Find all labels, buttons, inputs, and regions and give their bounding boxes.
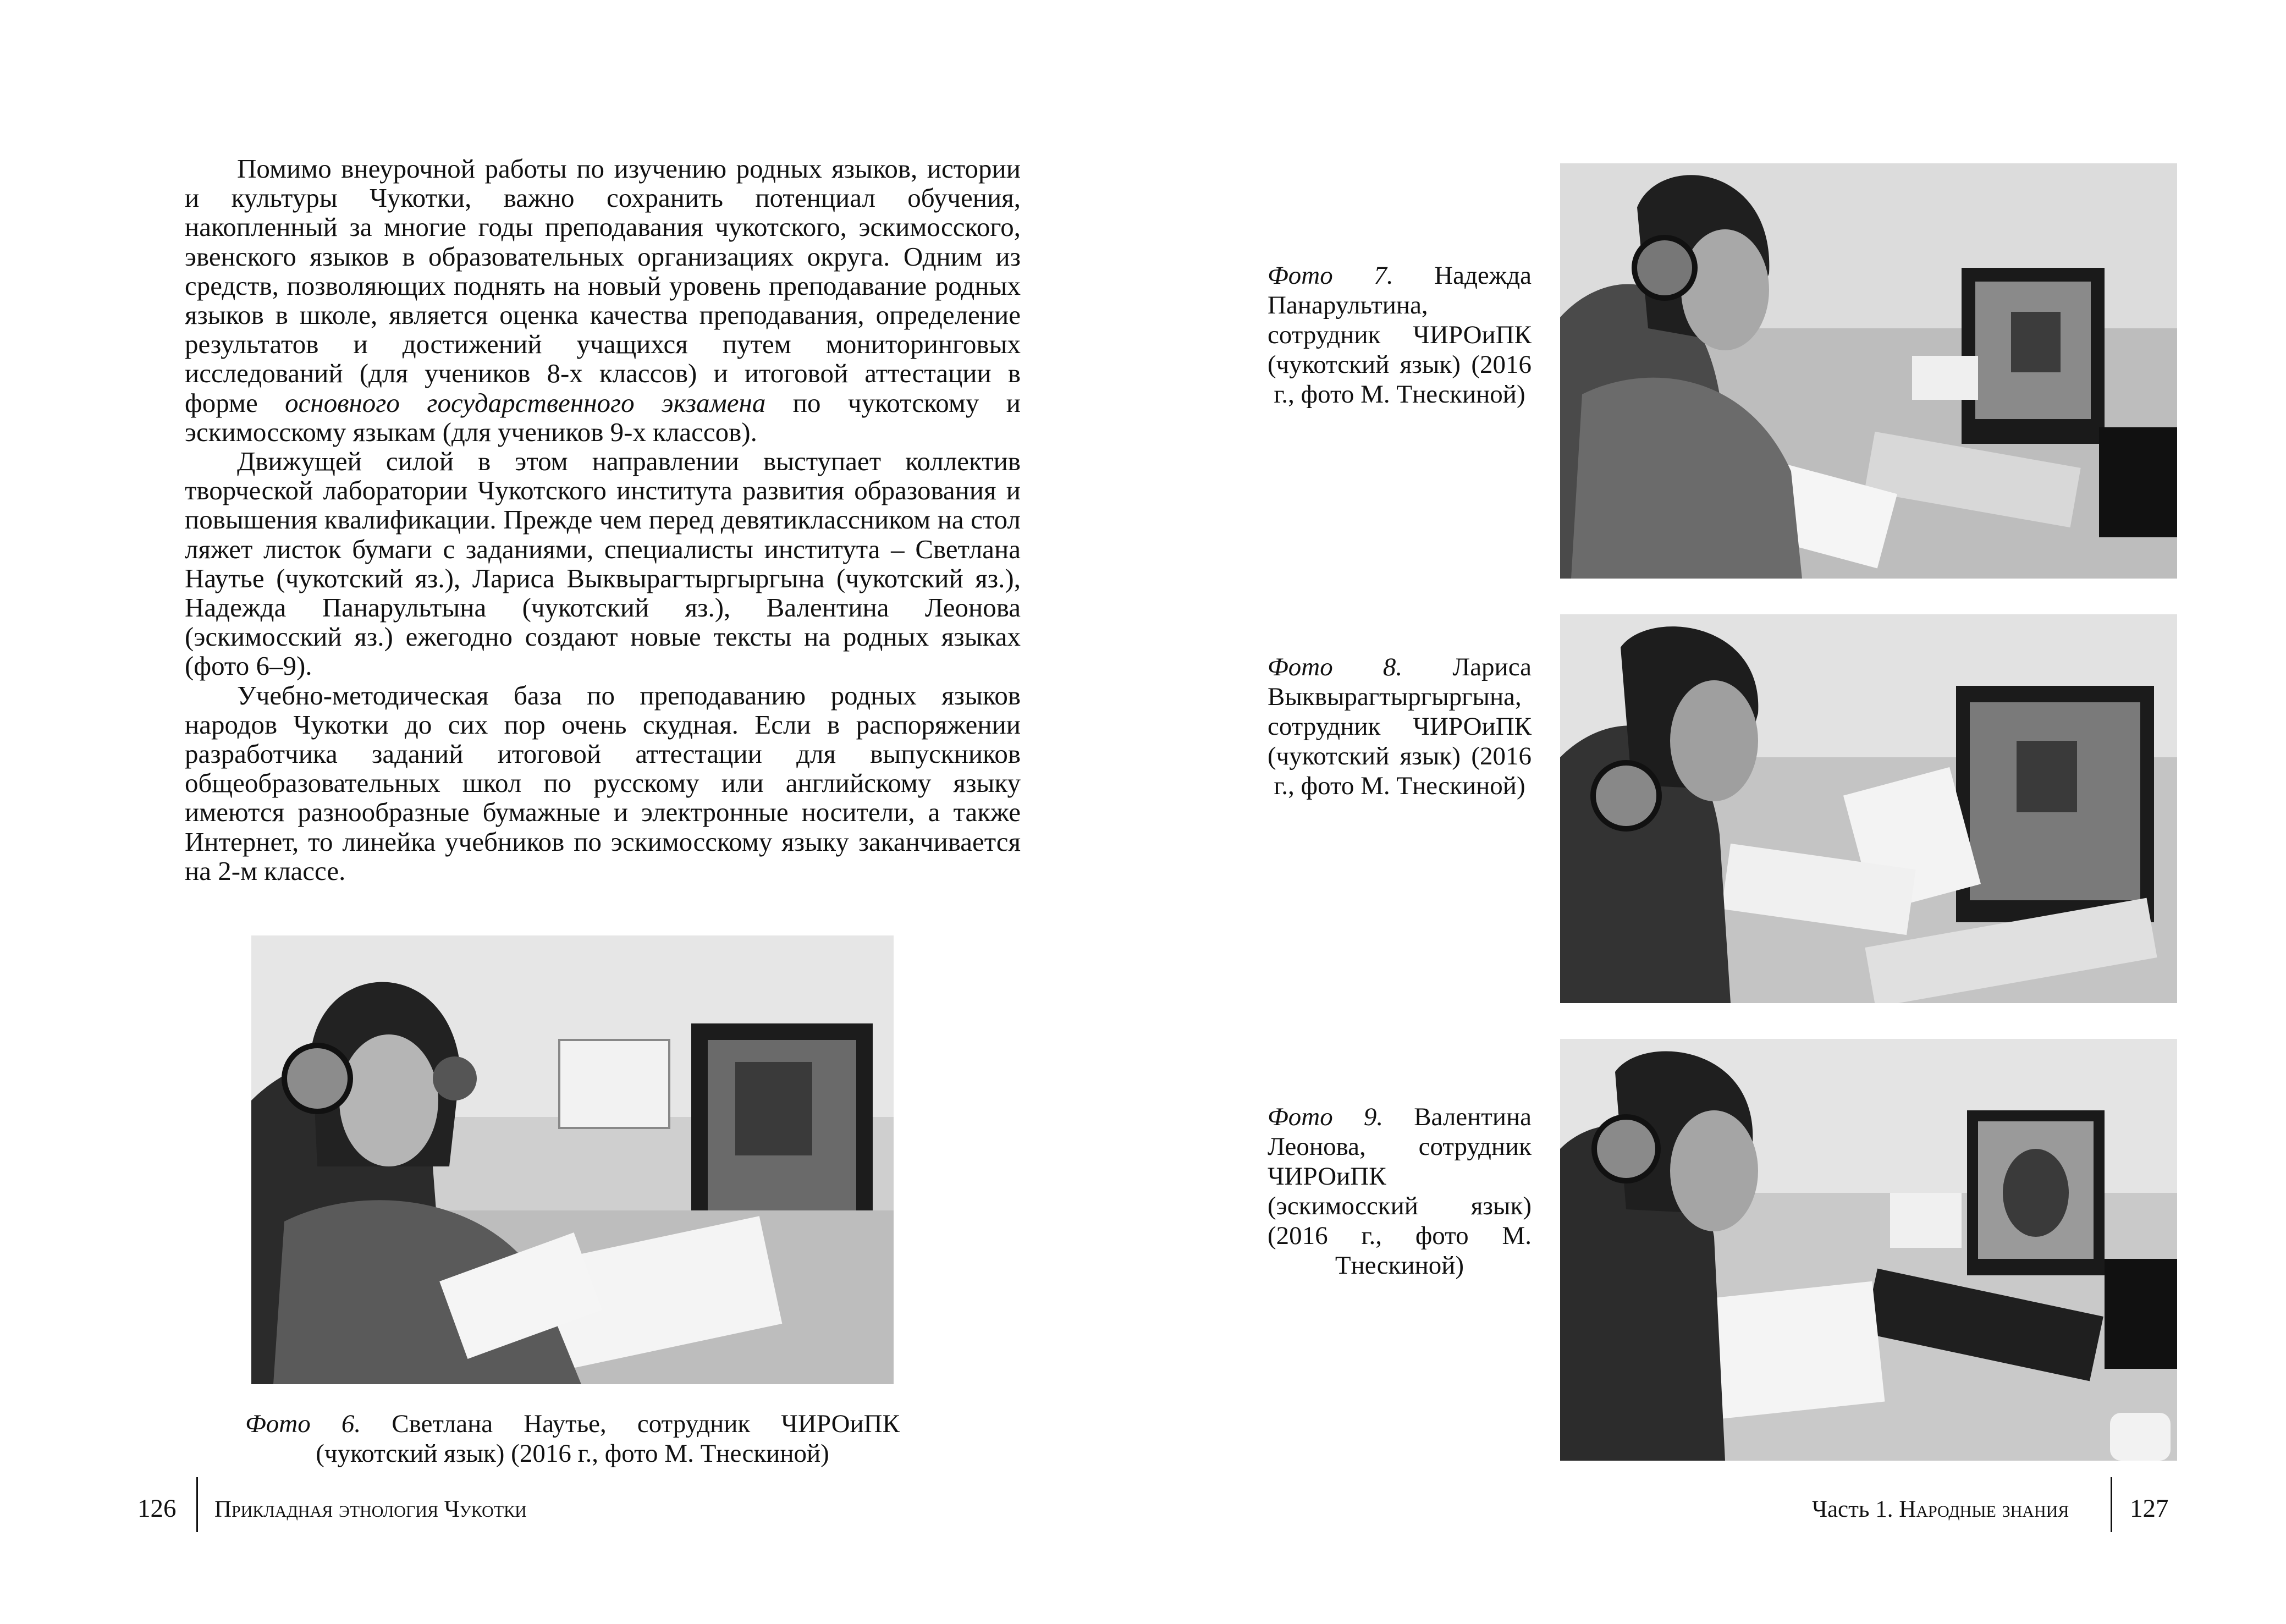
paragraph-3: Учебно-методическая база по преподаванию родных языков народов Чукотки до сих пор очень скудная. Если в распоряжении разработчика заданий итоговой аттестации для выпускников общеобразовательных школ по русскому или английскому языку имеются разнообразные бумажные и электронные носители, а также Интернет, то линейка учебников по эскимосскому языку заканчивается на 2-м классе. (185, 680, 1021, 886)
photo-7-caption (1268, 261, 1532, 409)
right-page-number: 127 (2130, 1494, 2169, 1523)
photo-6 (251, 935, 894, 1384)
photo-6-caption-label: Фото 6. (245, 1410, 361, 1438)
right-footer-section-title: Народные знания (1899, 1496, 2069, 1522)
photo-7-image (1560, 163, 2177, 579)
photo-6-caption (245, 1409, 900, 1468)
photo-6-caption-text: Светлана Наутье, сотрудник ЧИРОиПК (чукотский язык) (2016 г., фото М. Тнескиной) (316, 1410, 900, 1468)
photo-9-image (1560, 1039, 2177, 1461)
right-running-title (1812, 1496, 2069, 1523)
photo-7 (1560, 163, 2177, 579)
photo-8-caption-text: Лариса Выквырагтыргыргына, сотрудник ЧИРОиПК (чукотский язык) (2016 г., фото М. Тнескиной) (1268, 653, 1532, 800)
photo-9-caption (1268, 1102, 1532, 1280)
left-page-number: 126 (137, 1494, 177, 1523)
photo-9 (1560, 1039, 2177, 1461)
left-footer-divider (196, 1477, 198, 1532)
italic-term: основного государственного экзамена (285, 387, 766, 418)
photo-7-caption-text: Надежда Панарультина, сотрудник ЧИРОиПК (чукотский язык) (2016 г., фото М. Тнескиной) (1268, 261, 1532, 409)
photo-7-caption-label: Фото 7. (1268, 261, 1393, 290)
photo-8-caption (1268, 652, 1532, 801)
left-running-title: Прикладная этнология Чукотки (214, 1496, 527, 1522)
right-footer-part-label: Часть 1. (1812, 1496, 1893, 1522)
photo-8 (1560, 614, 2177, 1003)
photo-9-caption-text: Валентина Леонова, сотрудник ЧИРОиПК (эскимосский язык) (2016 г., фото М. Тнескиной) (1268, 1103, 1532, 1280)
photo-8-image (1560, 614, 2177, 1003)
body-text (185, 154, 1021, 885)
paragraph-2: Движущей силой в этом направлении выступает коллектив творческой лаборатории Чукотского института развития образования и повышения квалификации. Прежде чем перед девятиклассником на стол ляжет листок бумаги с заданиями, специалисты института – Светлана Наутье (чукотский яз.), Лариса Выквырагтыргыргына (чукотский яз.), Надежда Панарультына (чукотский яз.), Валентина Леонова (эскимосский яз.) ежегодно создают новые тексты на родных языках (фото 6–9). (185, 446, 1021, 681)
photo-6-image (251, 935, 894, 1384)
photo-8-caption-label: Фото 8. (1268, 653, 1403, 681)
photo-9-caption-label: Фото 9. (1268, 1103, 1384, 1131)
paragraph-1: Помимо внеурочной работы по изучению родных языков, истории и культуры Чукотки, важно сохранить потенциал обучения, накопленный за многие годы преподавания чукотского, эскимосского, эвенского языков в образовательных организациях округа. Одним из средств, позволяющих поднять на новый уровень преподавание родных языков в школе, является оценка качества преподавания, определение результатов и достижений учащихся путем мониторинговых исследований (для учеников 8-х классов) и итоговой аттестации в форме основного государственного экзамена по чукотскому и эскимосскому языкам (для учеников 9-х классов). (185, 153, 1021, 447)
right-footer-divider (2111, 1477, 2112, 1532)
